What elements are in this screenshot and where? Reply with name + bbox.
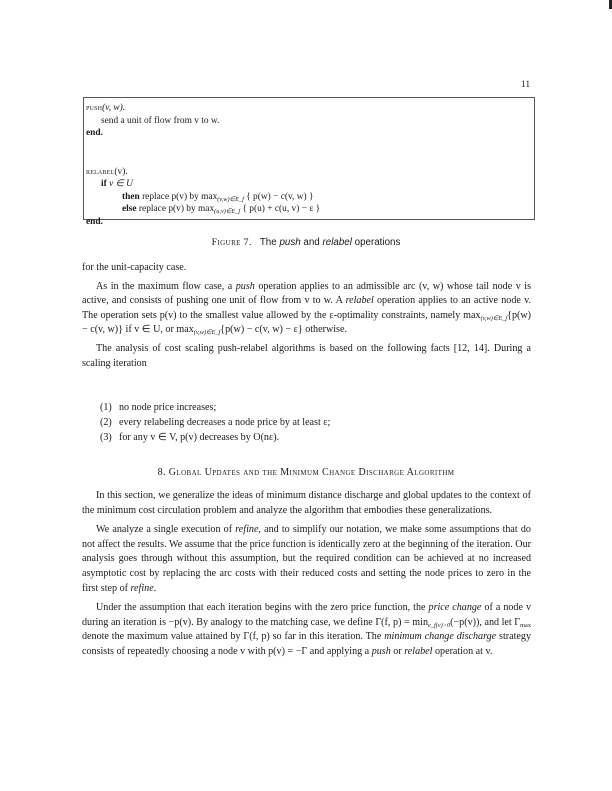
facts-list (100, 401, 330, 445)
paragraph-analysis: The analysis of cost scaling push-relabel algorithms is based on the following facts [12, 14]. During a scaling iteration (82, 342, 531, 369)
paragraph-refine: We analyze a single execution of refine, and to simplify our notation, we make some assumptions that do not affect the results. We assume that the price function is identically zero at the beginning of the iteration. Our analysis goes through without this assumption, but the required condition can be achieved at no increased asymptotic cost by replacing the arc costs with their reduced costs and setting the node prices to zero in the first step of refine. (82, 524, 531, 594)
push-args: (v, w). (102, 103, 126, 113)
figure-label: Figure 7. (211, 237, 252, 248)
figure-caption: Figure 7. The push and relabel operations (211, 237, 401, 248)
figure-7-algorithm-box (83, 97, 535, 227)
push-name: push (86, 102, 103, 112)
page-number: 11 (521, 80, 531, 90)
relabel-header (86, 165, 534, 179)
paragraph-intro: In this section, we generalize the ideas of minimum distance discharge and global updates to the context of the minimum cost circulation problem and analyze the algorithm that embodies these generalizations. (82, 490, 531, 516)
list-item: (3) for any v ∈ V, p(v) decreases by O(nε). (100, 431, 280, 443)
list-item: (2) every relabeling decreases a node price by at least ε; (100, 416, 331, 428)
body-block-1 (82, 261, 531, 371)
paragraph-continuation: for the unit-capacity case. (82, 262, 187, 273)
push-header (86, 101, 534, 115)
push-end: end. (86, 128, 103, 138)
paragraph-push-relabel: As in the maximum flow case, a push operation applies to an admissible arc (v, w) whose tail node v is active, and consists of pushing one unit of flow from v to w. A relabel operation applies to an active node v. The operation sets p(v) to the smallest value allowed by the ε-optimality constraints, namely $\max_{(v,w)\in E\_f}\{p(w) - c(v$, w)} if v ∈ U, or $\max_{(v,w)\in E\_f}\{p(w) - c(v$, w) − ε} otherwise. (82, 280, 531, 337)
relabel-end: end. (86, 216, 103, 227)
relabel-else: else replace p(v) by $\max_{(u,v)\in E\_f}$ { p(u) + c(u, v) − ε } (122, 204, 321, 215)
section-heading: 8. Global Updates and the Minimum Change Discharge Algorithm (157, 467, 455, 478)
list-item: (1) no node price increases; (100, 402, 217, 413)
body-block-2 (82, 489, 531, 660)
paragraph-price-change: Under the assumption that each iteration begins with the zero price function, the price change of a node v during an iteration is −p(v). By analogy to the matching case, we define Γ(f, $p) = \min_{e\_f(v)>0}(-p(v))$, and let $\Gamma_{max}$ denote the maximum value attained by Γ(f, p) so far in this iteration. The minimum change discharge strategy consists of repeatedly choosing a node v with p(v) = −Γ and applying a push or relabel operation at v. (82, 602, 531, 657)
push-body: send a unit of flow from v to w. (101, 115, 220, 126)
relabel-args: (v). (114, 166, 128, 177)
relabel-if: if v ∈ U (101, 179, 133, 189)
relabel-name: relabel (86, 165, 115, 176)
relabel-then: then replace p(v) by $\max_{(v,w)\in E\_f}$ { p(w) − c(v, w) } (122, 191, 314, 203)
